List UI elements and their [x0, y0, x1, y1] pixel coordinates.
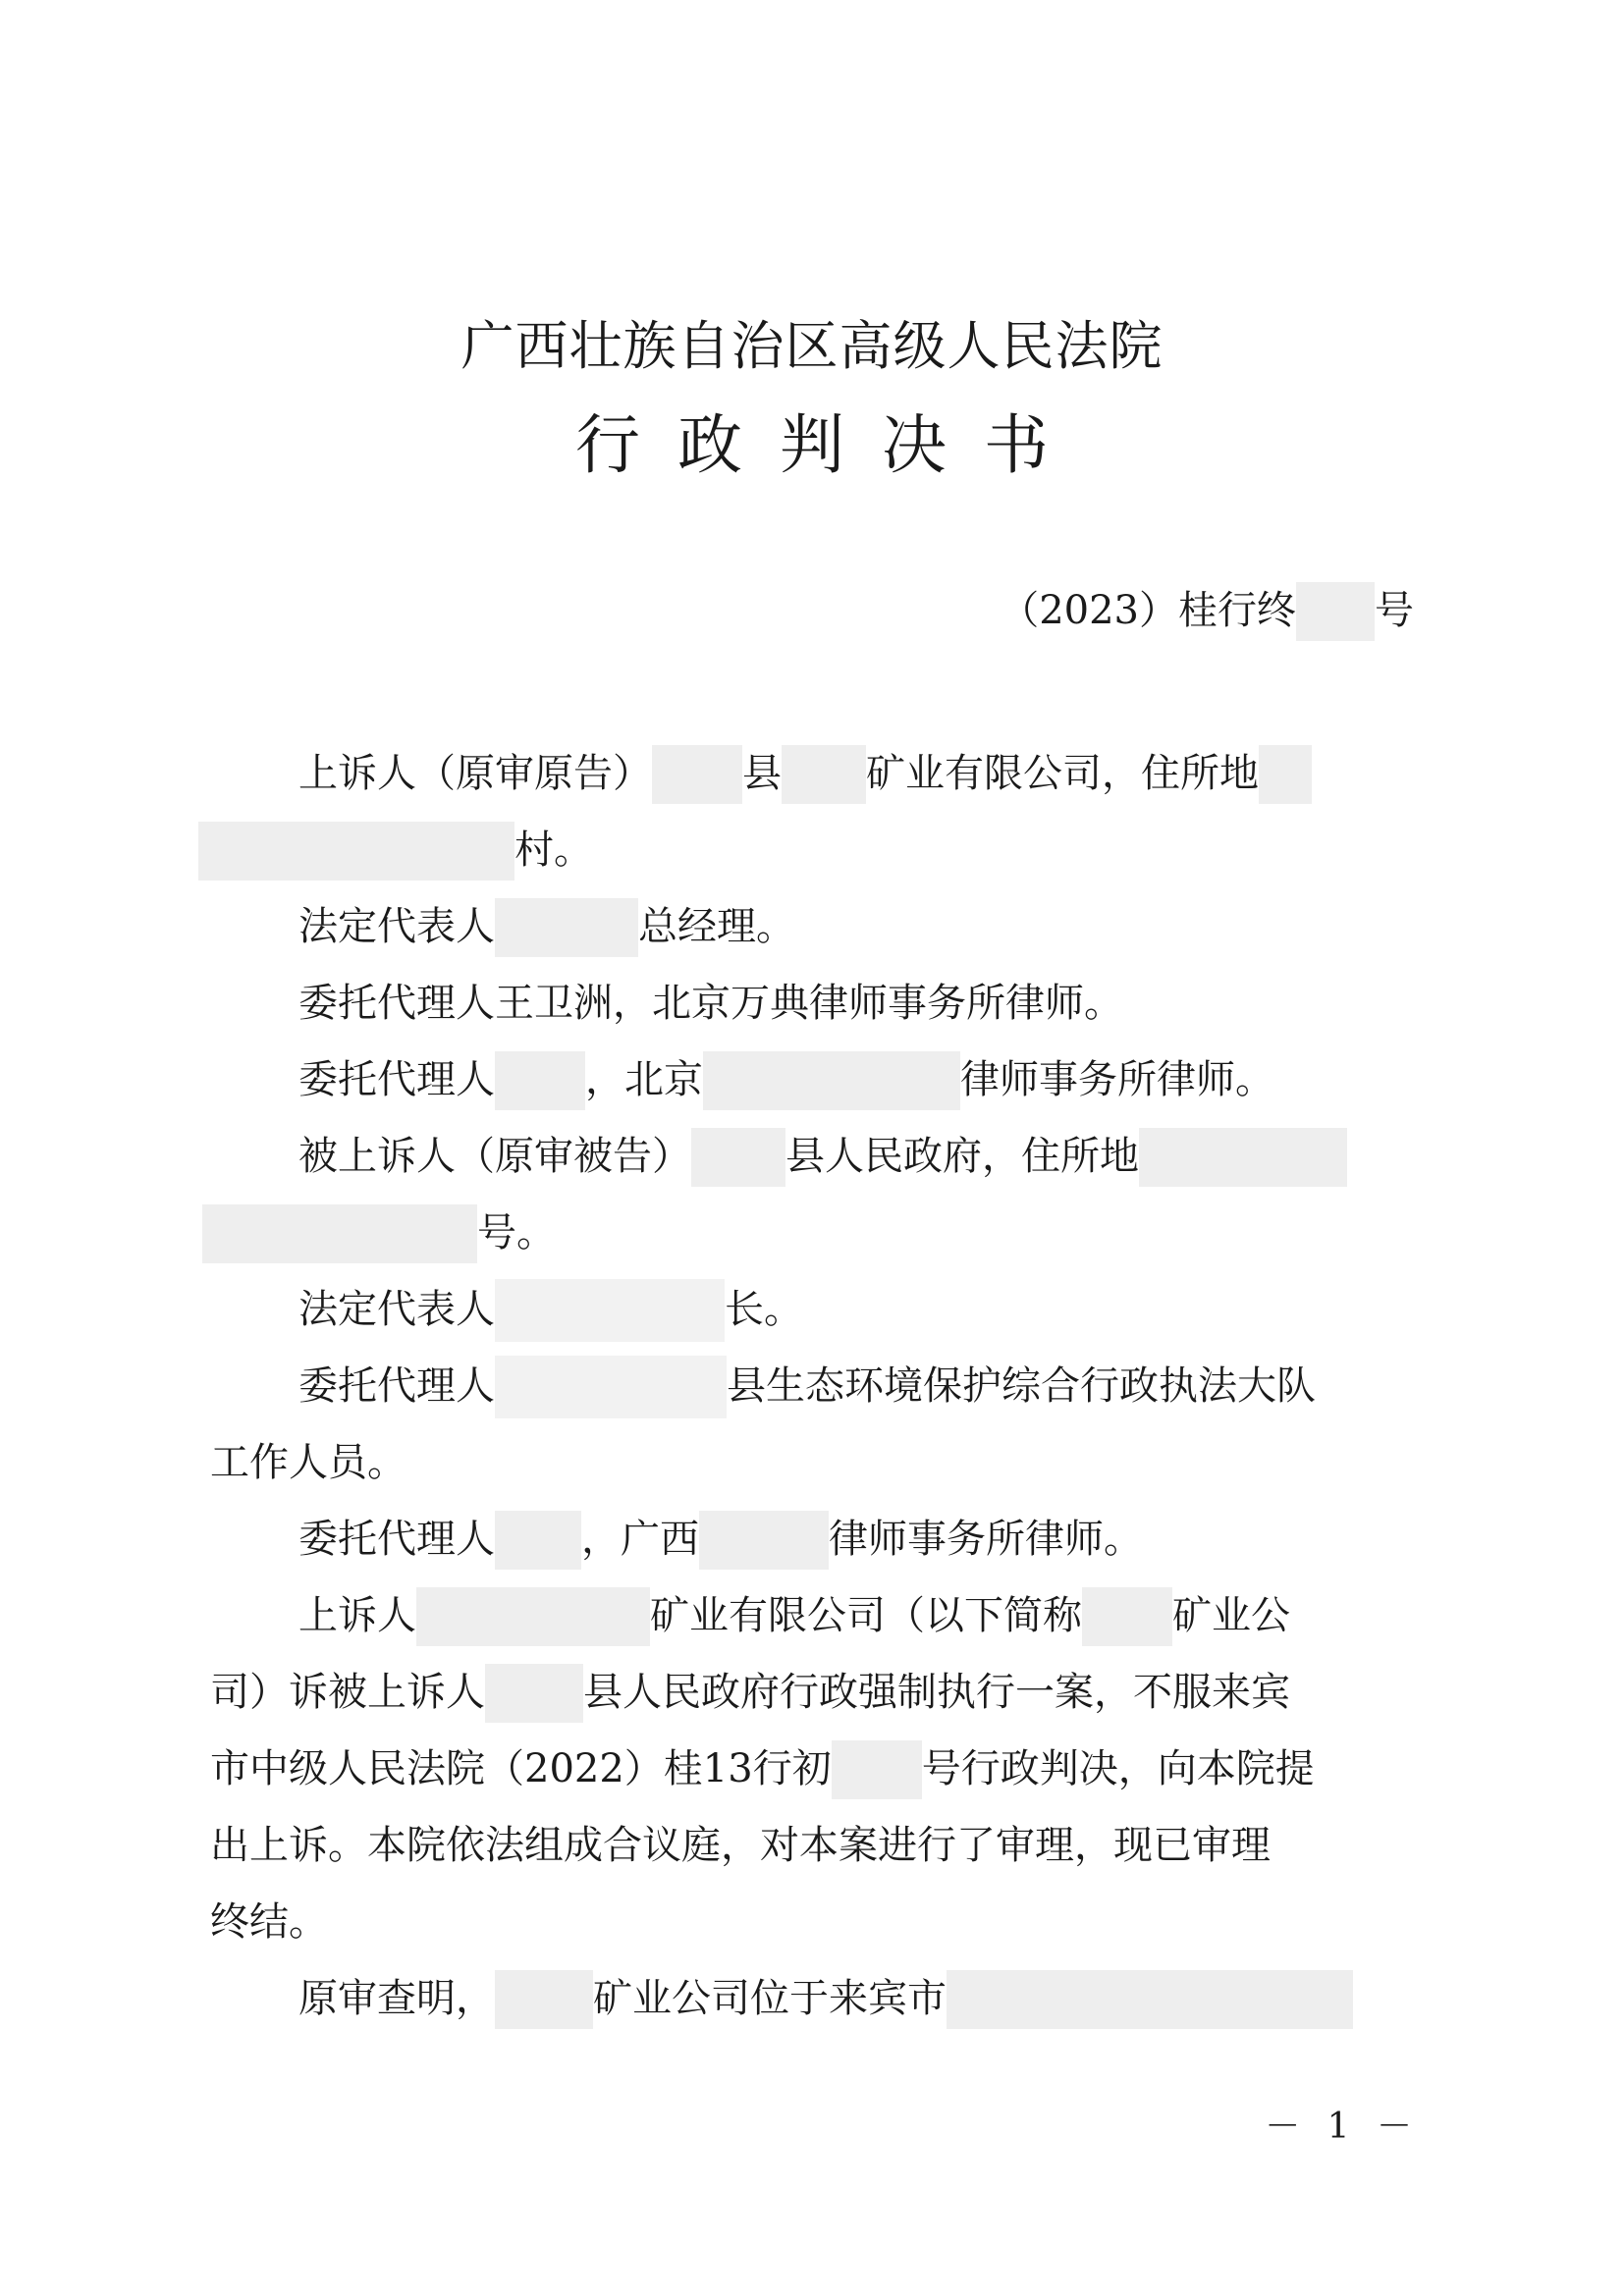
text-segment: 号行政判决，向本院提	[921, 1746, 1315, 1791]
text-line	[298, 1512, 1143, 1570]
text-line	[210, 1665, 1290, 1723]
page-number: － 1 －	[1265, 2107, 1420, 2147]
document-type-title: 行政判决书	[575, 407, 1086, 483]
text-segment: 总经理。	[638, 904, 795, 949]
case-number	[1000, 583, 1414, 641]
case-number-prefix: （2023）桂行终	[1000, 588, 1296, 633]
text-segment: 委托代理人	[298, 1057, 495, 1102]
text-line	[298, 1129, 1347, 1187]
text-segment: 号。	[477, 1210, 556, 1255]
redaction	[782, 745, 866, 804]
text-segment: 矿业有限公司，住所地	[866, 751, 1259, 796]
redaction	[485, 1664, 583, 1723]
redaction	[495, 1511, 581, 1570]
text-line	[298, 1971, 1353, 2029]
text-segment: 矿业公	[1172, 1593, 1290, 1638]
text-line	[298, 899, 795, 957]
text-segment: 被上诉人（原审被告）	[298, 1134, 691, 1179]
redaction	[1296, 582, 1375, 641]
redaction	[699, 1511, 829, 1570]
text-line	[298, 1282, 803, 1342]
redaction	[1139, 1128, 1347, 1187]
text-segment: 市中级人民法院（2022）桂13行初	[210, 1746, 832, 1791]
text-segment: 律师事务所律师。	[829, 1517, 1143, 1562]
text-line	[198, 823, 593, 881]
redaction	[1259, 745, 1312, 804]
redaction	[495, 898, 638, 957]
court-name: 广西壮族自治区高级人民法院	[460, 315, 1164, 377]
redaction	[495, 1051, 585, 1110]
text-segment: 司）诉被上诉人	[210, 1670, 485, 1715]
redaction	[202, 1204, 477, 1263]
text-line	[202, 1205, 556, 1263]
text-segment: 县	[742, 751, 782, 796]
text-segment: 律师事务所律师。	[960, 1057, 1274, 1102]
case-number-suffix: 号	[1375, 588, 1414, 633]
text-segment: 上诉人	[298, 1593, 416, 1638]
text-segment: 法定代表人	[298, 904, 495, 949]
text-segment: 长。	[725, 1287, 803, 1332]
redaction	[416, 1587, 650, 1646]
text-segment: 委托代理人	[298, 1517, 495, 1562]
text-segment: 县生态环境保护综合行政执法大队	[727, 1363, 1316, 1409]
redaction	[691, 1128, 785, 1187]
text-line	[210, 1741, 1315, 1799]
redaction	[703, 1051, 960, 1110]
text-line	[298, 1359, 1316, 1418]
text-segment: 矿业有限公司（以下简称	[650, 1593, 1082, 1638]
redaction	[832, 1740, 922, 1799]
text-line	[298, 746, 1312, 804]
text-segment: 原审查明，	[298, 1976, 495, 2021]
text-segment: 委托代理人	[298, 1363, 495, 1409]
text-segment: 村。	[514, 828, 593, 873]
text-segment: ，北京	[585, 1057, 703, 1102]
text-line	[298, 1052, 1274, 1110]
redaction	[1082, 1587, 1172, 1646]
text-line: 工作人员。	[210, 1440, 406, 1485]
text-segment: 法定代表人	[298, 1287, 495, 1332]
text-segment: 矿业公司位于来宾市	[593, 1976, 947, 2021]
text-line	[298, 1588, 1290, 1646]
redaction	[495, 1356, 727, 1418]
redaction	[495, 1279, 725, 1342]
text-line: 终结。	[210, 1899, 328, 1945]
text-line: 出上诉。本院依法组成合议庭，对本案进行了审理，现已审理	[210, 1823, 1271, 1868]
text-line: 委托代理人王卫洲，北京万典律师事务所律师。	[298, 981, 1123, 1026]
text-segment: ，广西	[581, 1517, 699, 1562]
redaction	[495, 1970, 593, 2029]
redaction	[198, 822, 514, 881]
text-segment: 县人民政府，住所地	[785, 1134, 1139, 1179]
text-segment: 上诉人（原审原告）	[298, 751, 652, 796]
text-segment: 县人民政府行政强制执行一案，不服来宾	[583, 1670, 1290, 1715]
redaction	[652, 745, 742, 804]
redaction	[947, 1970, 1353, 2029]
